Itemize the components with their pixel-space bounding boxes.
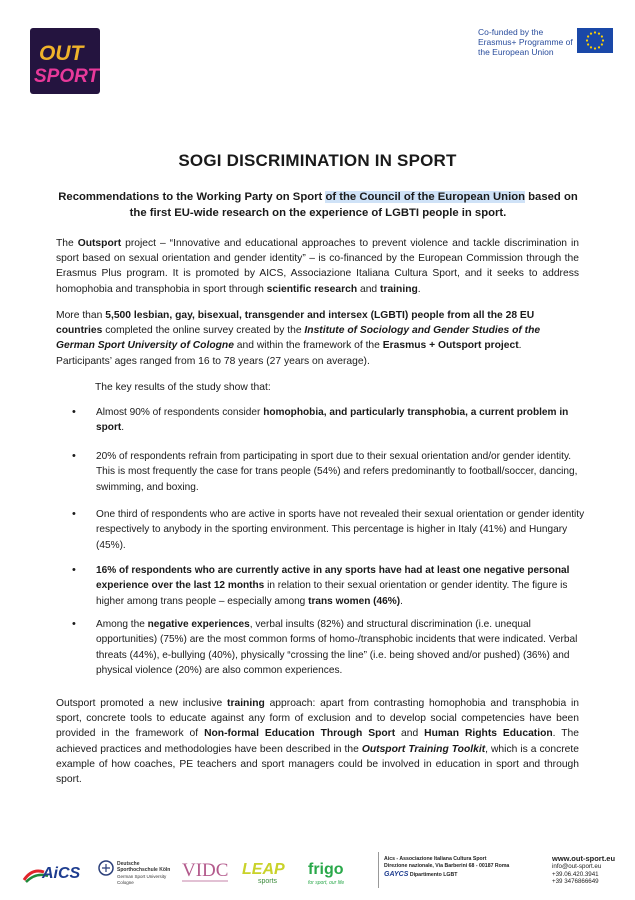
survey-paragraph: More than 5,500 lesbian, gay, bisexual, transgender and intersex (LGBTI) people from all the 28 EU countries completed the online survey created by the Institute of Sociology and Gender Studies of the German Sport University of Cologne and within the framework of the Erasmus + Outsport project. Participants’ ages ranged from 16 to 78 years (27 years on average). [56,310,541,367]
subtitle: Recommendations to the Working Party on Sport of the Council of the European Union based on the first EU-wide research on the experience of LGBTI people in sport. [58,191,578,219]
bullet-icon: • [72,406,76,418]
eu-cofunded-text: Co-funded by the Erasmus+ Programme of the European Union [478,27,573,57]
intro-paragraph: The Outsport project – “Innovative and educational approaches to prevent violence and tackle discrimination in sport based on sexual orientation and gender identity” – is co-financed by the European Commission through the Erasmus Plus program. It is promoted by AICS, Associazione Italiana Cultura Sport, and it seeks to address homophobia and transphobia in sport through scientific research and training. [56,238,579,295]
dshs-logo: Deutsche Sporthochschule Köln German Sport University Cologne [98,856,170,886]
svg-text:frigo: frigo [308,861,344,878]
svg-text:AiCS: AiCS [42,865,81,882]
phone-number: +39 3476866649 [552,878,599,886]
bullet-icon: • [72,508,76,520]
logo-text-sport: SPORT [34,66,100,87]
gaycs-logo: GAYCS [384,871,409,879]
training-paragraph: Outsport promoted a new inclusive training approach: apart from contrasting homophobia and transphobia in sport, concrete tools to educate against any form of exclusion and to develop social competencies have been provided in the framework of Non-formal Education Through Sport and Human Rights Education. The achieved practices and methodologies have been described in the Outsport Training Toolkit, which is a concrete example of how coaches, PE teachers and sport managers could be involved in education in sport and through sport. [56,698,580,786]
dshs-emblem-icon [98,860,114,876]
bullet-icon: • [72,450,76,462]
page-title: SOGI DISCRIMINATION IN SPORT [178,151,457,170]
footer-partners [0,846,635,896]
bullet-icon: • [72,618,76,630]
aics-address: Aics - Associazione Italiana Cultura Sport Direzione nazionale, Via Barberini 68 - 00187 Roma GAYCS Dipartimento LGBT [384,856,510,879]
vidc-logo [180,854,232,888]
frigo-logo [306,854,362,888]
outsport-logo [30,28,100,94]
eu-flag-icon [577,28,613,53]
key-results-intro: The key results of the study show that: [95,382,271,393]
svg-text:for sport, our life: for sport, our life [308,880,345,886]
phone-number: +39.06.420.3941 [552,870,599,878]
bullet-icon: • [72,564,76,576]
svg-text:LEAP: LEAP [242,861,285,878]
website-link[interactable]: www.out-sport.eu [552,854,616,863]
aics-logo [22,858,86,884]
logo-text-out: OUT [39,42,84,65]
contact-info [552,854,632,886]
email-link[interactable]: info@out-sport.eu [552,863,602,870]
svg-text:VIDC: VIDC [182,860,229,881]
svg-text:sports: sports [258,878,278,885]
footer-divider [378,852,379,888]
leap-sports-logo [240,856,300,886]
highlighted-selection: of the Council of the European Union [325,191,526,203]
